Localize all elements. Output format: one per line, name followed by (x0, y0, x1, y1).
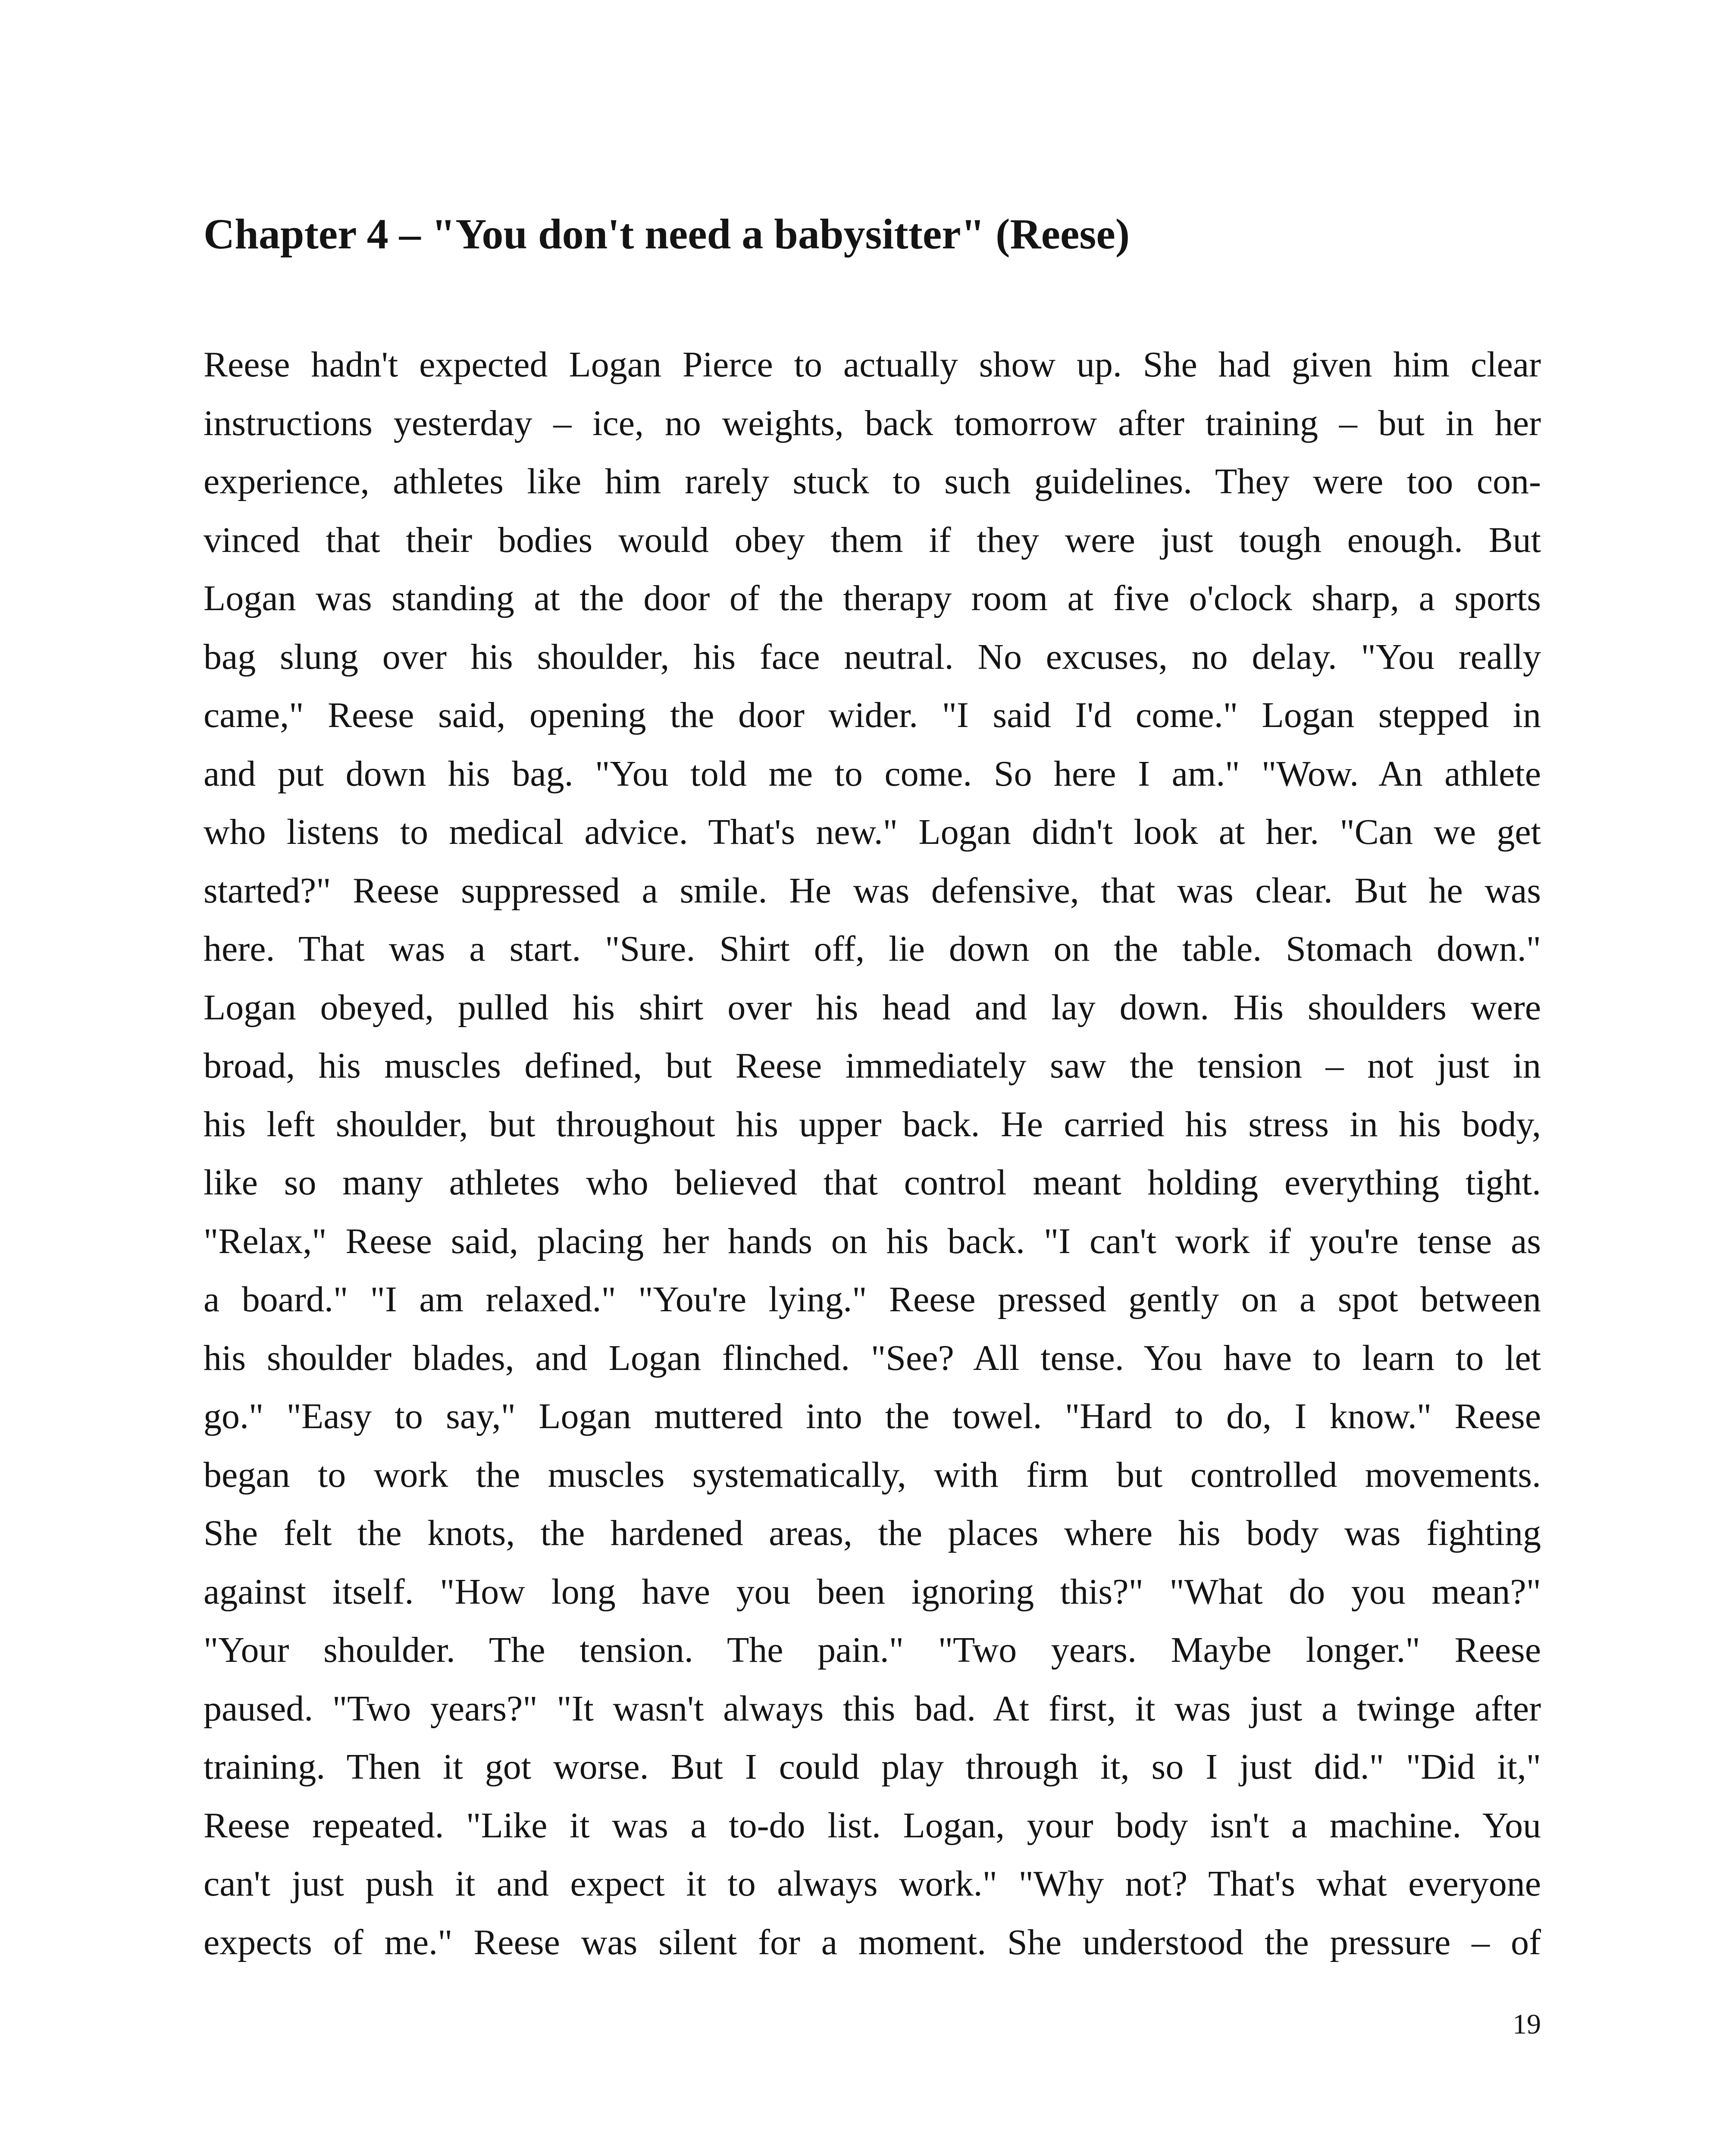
body-paragraph (204, 335, 1541, 1971)
text-line: She felt the knots, the hardened areas, the places where his body was fighting (204, 1513, 1541, 1553)
text-line: "Your shoulder. The tension. The pain." "Two years. Maybe longer." Reese (204, 1630, 1541, 1670)
text-line: Reese repeated. "Like it was a to-do list. Logan, your body isn't a machine. You (204, 1805, 1541, 1846)
text-line: here. That was a start. "Sure. Shirt off, lie down on the table. Stomach down." (204, 929, 1541, 969)
text-line: training. Then it got worse. But I could play through it, so I just did." "Did it," (204, 1747, 1541, 1787)
text-line: experience, athletes like him rarely stuck to such guidelines. They were too con- (204, 461, 1541, 501)
text-line: came," Reese said, opening the door wider. "I said I'd come." Logan stepped in (204, 695, 1541, 735)
text-line: "Relax," Reese said, placing her hands on his back. "I can't work if you're tense as (204, 1221, 1541, 1261)
text-line: began to work the muscles systematically, with firm but controlled movements. (204, 1454, 1541, 1495)
text-line: vinced that their bodies would obey them if they were just tough enough. But (204, 520, 1541, 560)
text-line: like so many athletes who believed that control meant holding everything tight. (204, 1163, 1541, 1203)
text-line: Logan obeyed, pulled his shirt over his head and lay down. His shoulders were (204, 987, 1541, 1028)
text-line: Reese hadn't expected Logan Pierce to actually show up. She had given him clear (204, 345, 1541, 385)
chapter-title: Chapter 4 – "You don't need a babysitter" (Reese) (204, 210, 1130, 258)
text-line: his left shoulder, but throughout his upper back. He carried his stress in his body, (204, 1104, 1541, 1144)
text-line: who listens to medical advice. That's new." Logan didn't look at her. "Can we get (204, 812, 1541, 852)
text-line: broad, his muscles defined, but Reese immediately saw the tension – not just in (204, 1046, 1541, 1086)
page-number: 19 (1513, 2009, 1541, 2040)
text-line: started?" Reese suppressed a smile. He was defensive, that was clear. But he was (204, 870, 1541, 911)
text-line: expects of me." Reese was silent for a moment. She understood the pressure – of (204, 1922, 1541, 1962)
text-line: go." "Easy to say," Logan muttered into the towel. "Hard to do, I know." Reese (204, 1396, 1541, 1436)
text-line: Logan was standing at the door of the therapy room at five o'clock sharp, a sports (204, 578, 1541, 618)
text-line: can't just push it and expect it to always work." "Why not? That's what everyone (204, 1864, 1541, 1904)
text-line: against itself. "How long have you been ignoring this?" "What do you mean?" (204, 1571, 1541, 1612)
text-line: paused. "Two years?" "It wasn't always this bad. At first, it was just a twinge after (204, 1688, 1541, 1729)
text-line: instructions yesterday – ice, no weights, back tomorrow after training – but in her (204, 403, 1541, 443)
text-line: a board." "I am relaxed." "You're lying." Reese pressed gently on a spot between (204, 1279, 1541, 1319)
text-line: and put down his bag. "You told me to come. So here I am." "Wow. An athlete (204, 753, 1541, 794)
text-line: bag slung over his shoulder, his face neutral. No excuses, no delay. "You really (204, 636, 1541, 677)
text-line: his shoulder blades, and Logan flinched. "See? All tense. You have to learn to let (204, 1338, 1541, 1378)
